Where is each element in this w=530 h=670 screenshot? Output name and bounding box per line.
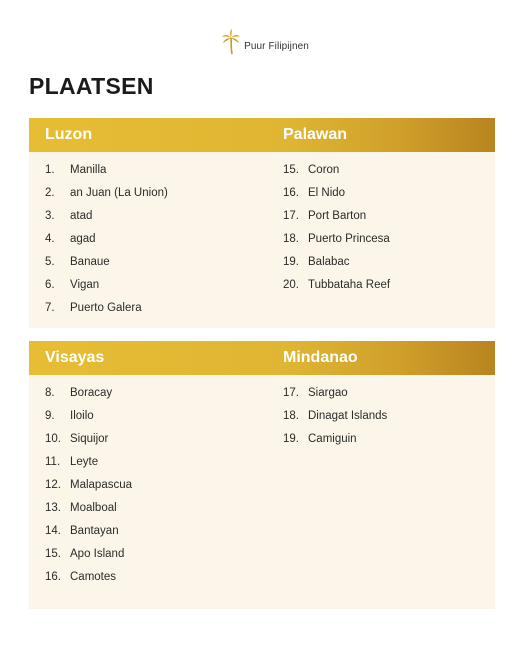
place-name: Puerto Galera (70, 302, 142, 314)
list-item (45, 456, 132, 479)
item-number: 19. (283, 256, 299, 268)
list-item (45, 410, 132, 433)
list-item (283, 210, 390, 233)
item-number: 13. (45, 502, 61, 514)
place-name: Iloilo (70, 410, 94, 422)
list-item (283, 256, 390, 279)
place-name: Camotes (70, 571, 117, 583)
place-name: atad (70, 210, 93, 222)
list-item (45, 387, 132, 410)
list-item (45, 571, 132, 594)
list-visayas (45, 387, 132, 594)
item-number: 18. (283, 410, 299, 422)
place-name: Siquijor (70, 433, 109, 445)
list-item (45, 479, 132, 502)
item-number: 15. (45, 548, 61, 560)
list-item (45, 210, 168, 233)
place-name: Coron (308, 164, 340, 176)
section-header-band (29, 118, 495, 152)
heading-palawan: Palawan (283, 126, 348, 143)
list-item (45, 525, 132, 548)
list-item (45, 433, 132, 456)
list-item (283, 164, 390, 187)
place-name: Banaue (70, 256, 110, 268)
list-item (283, 233, 390, 256)
item-number: 9. (45, 410, 55, 422)
item-number: 1. (45, 164, 55, 176)
section-header-band (29, 341, 495, 375)
place-name: El Nido (308, 187, 346, 199)
item-number: 4. (45, 233, 55, 245)
item-number: 19. (283, 433, 299, 445)
item-number: 15. (283, 164, 299, 176)
brand-name: Puur Filipijnen (244, 40, 309, 52)
place-name: an Juan (La Union) (70, 187, 168, 199)
list-item (283, 410, 387, 433)
place-name: Port Barton (308, 210, 367, 222)
item-number: 5. (45, 256, 55, 268)
place-name: Leyte (70, 456, 99, 468)
panel-luzon-palawan (29, 118, 495, 328)
place-name: Dinagat Islands (308, 410, 388, 422)
list-item (45, 233, 168, 256)
place-name: Camiguin (308, 433, 357, 445)
heading-mindanao: Mindanao (283, 349, 358, 366)
list-item (283, 387, 387, 410)
place-name: Moalboal (70, 502, 117, 514)
item-number: 16. (283, 187, 299, 199)
place-name: Apo Island (70, 548, 125, 560)
palm-tree-icon (221, 29, 241, 55)
panel-visayas-mindanao (29, 341, 495, 609)
item-number: 7. (45, 302, 55, 314)
item-number: 16. (45, 571, 61, 583)
item-number: 17. (283, 387, 299, 399)
page-title: PLAATSEN (29, 73, 154, 99)
heading-visayas: Visayas (45, 349, 105, 366)
place-name: Puerto Princesa (308, 233, 390, 245)
item-number: 10. (45, 433, 61, 445)
place-name: Vigan (70, 279, 100, 291)
item-number: 2. (45, 187, 55, 199)
place-name: Siargao (308, 387, 348, 399)
list-item (283, 433, 387, 456)
list-item (45, 279, 168, 302)
list-item (45, 256, 168, 279)
item-number: 11. (45, 456, 61, 468)
place-name: Bantayan (70, 525, 119, 537)
item-number: 6. (45, 279, 55, 291)
brand-logo (0, 28, 530, 56)
item-number: 20. (283, 279, 299, 291)
place-name: Balabac (308, 256, 350, 268)
item-number: 18. (283, 233, 299, 245)
list-item (45, 548, 132, 571)
place-name: Boracay (70, 387, 113, 399)
place-name: agad (70, 233, 96, 245)
list-item (45, 164, 168, 187)
list-luzon (45, 164, 168, 325)
list-mindanao (283, 387, 387, 456)
heading-luzon: Luzon (45, 126, 93, 143)
item-number: 17. (283, 210, 299, 222)
item-number: 14. (45, 525, 61, 537)
item-number: 12. (45, 479, 61, 491)
place-name: Tubbataha Reef (308, 279, 391, 291)
list-item (45, 187, 168, 210)
list-item (45, 302, 168, 325)
list-item (283, 187, 390, 210)
place-name: Manilla (70, 164, 107, 176)
list-palawan (283, 164, 390, 302)
list-item (283, 279, 390, 302)
place-name: Malapascua (70, 479, 133, 491)
list-item (45, 502, 132, 525)
item-number: 3. (45, 210, 55, 222)
item-number: 8. (45, 387, 55, 399)
